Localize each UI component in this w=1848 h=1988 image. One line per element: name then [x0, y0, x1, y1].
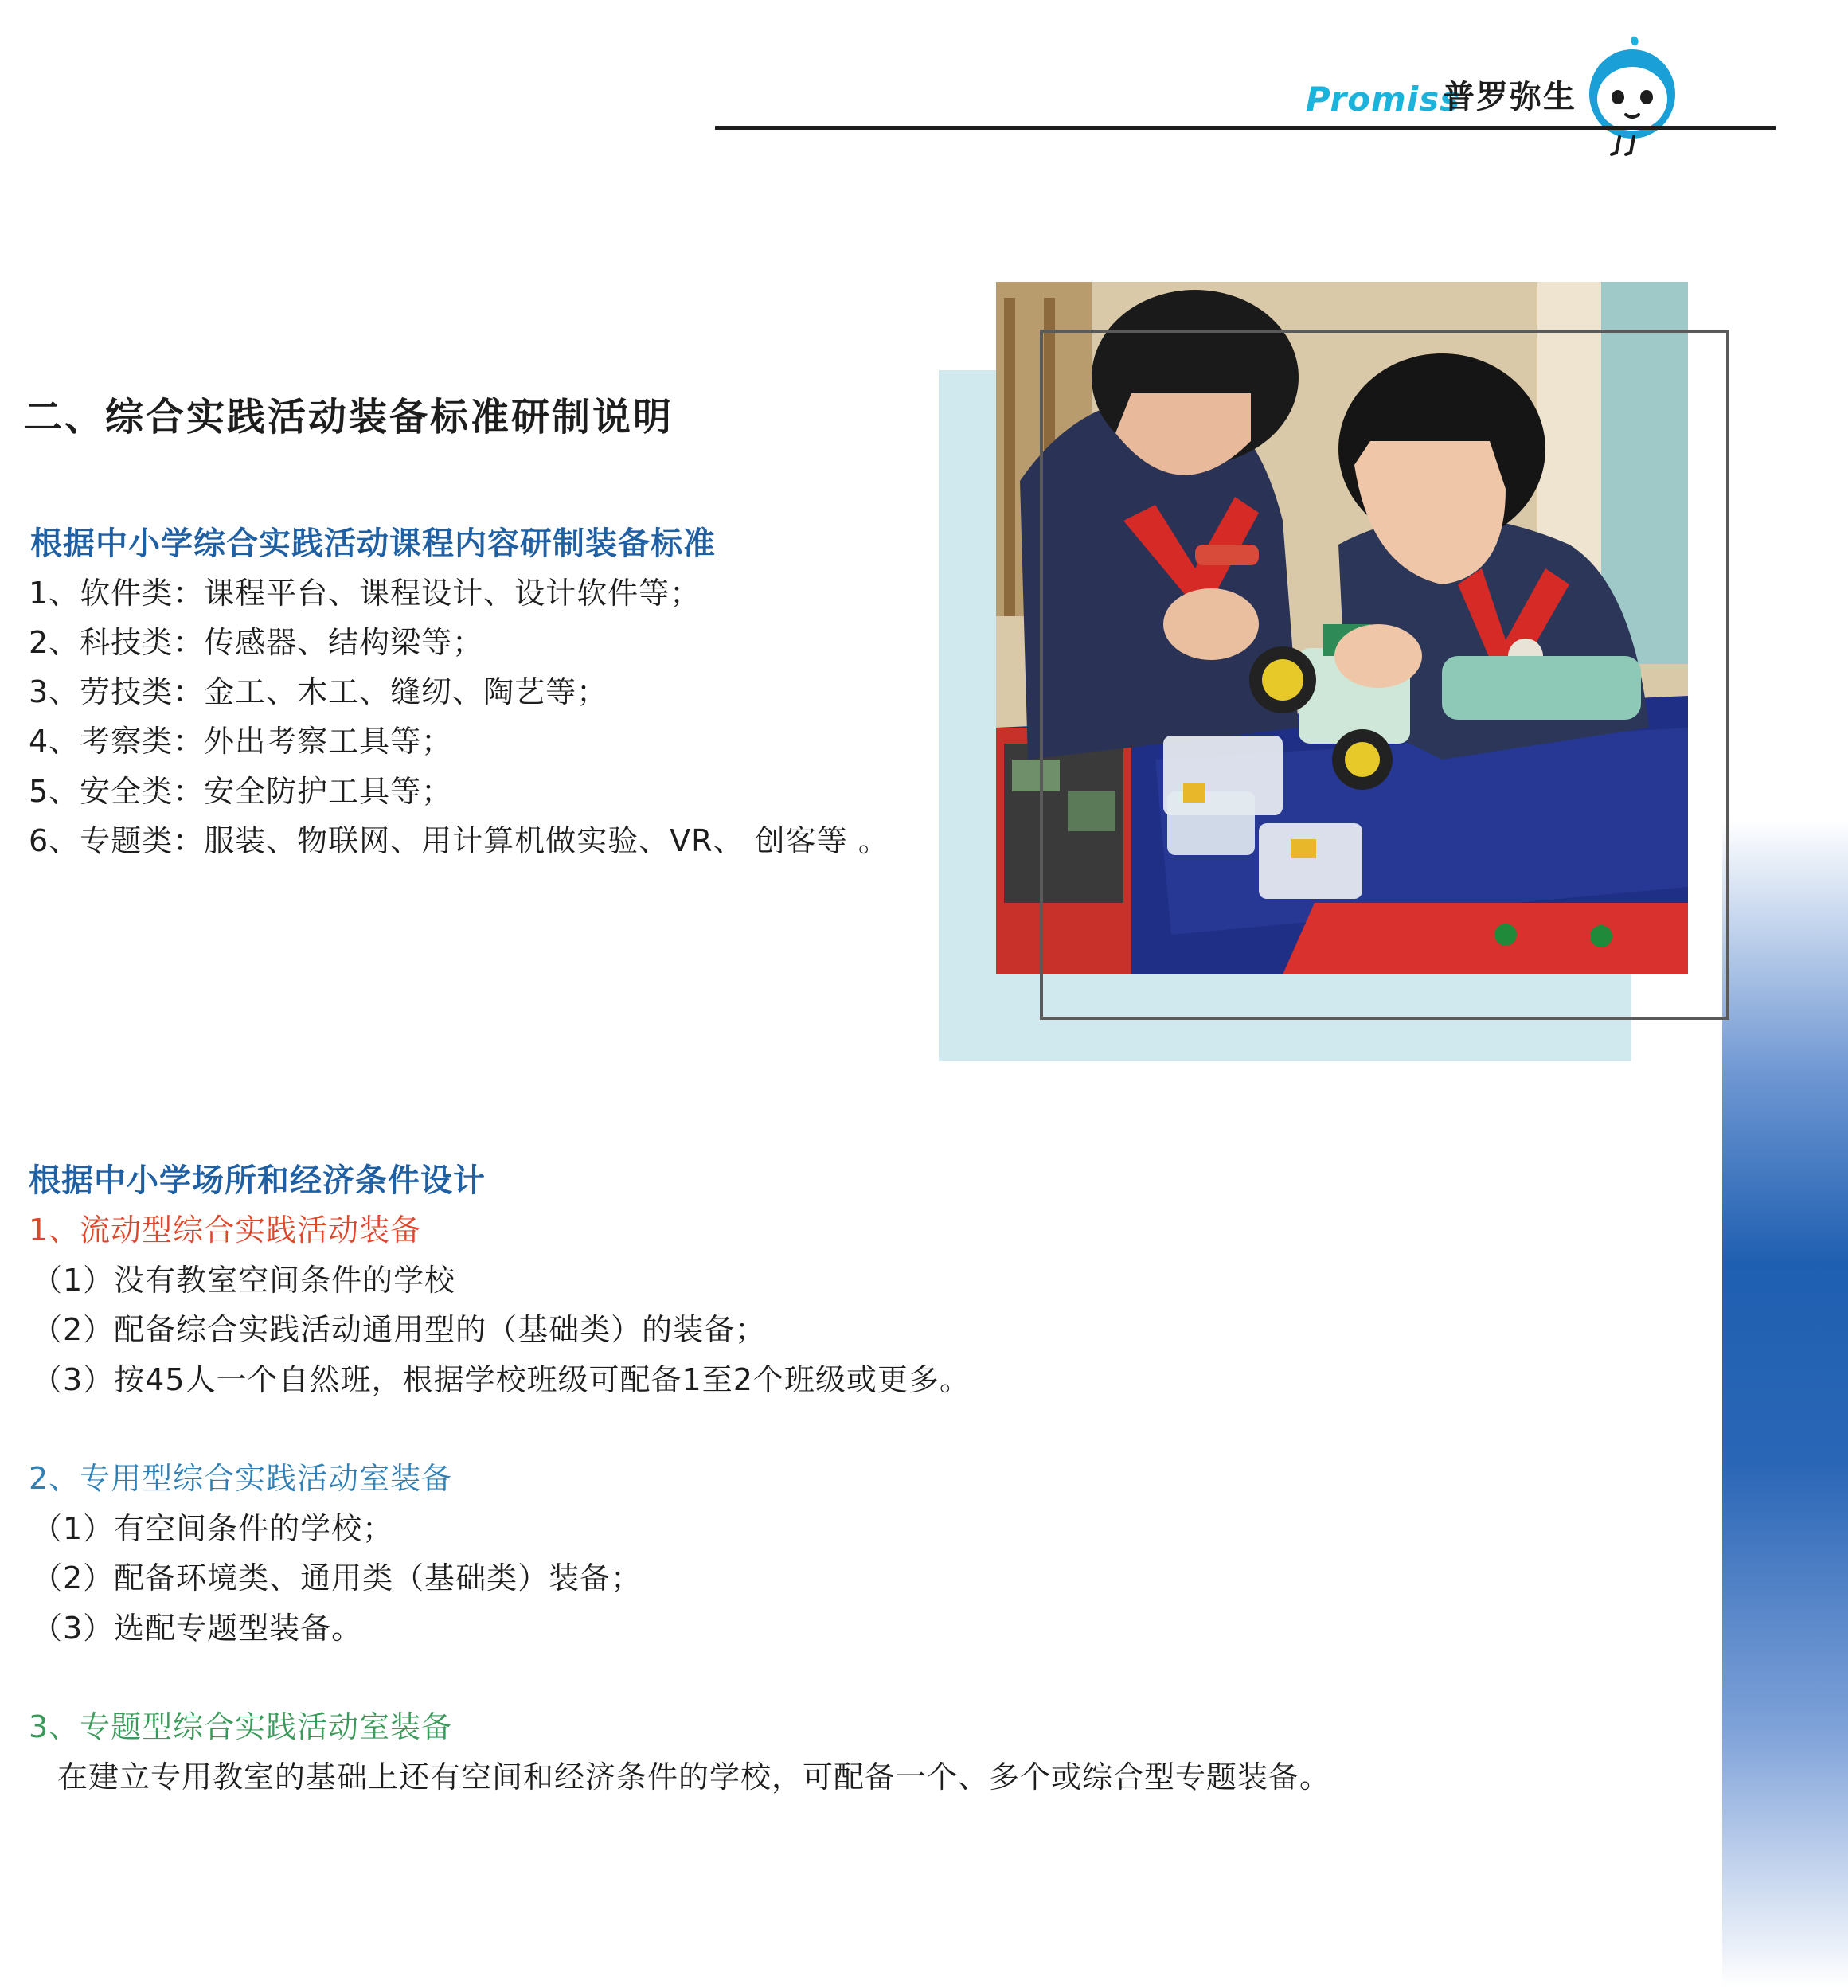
curriculum-item: 3、劳技类：金工、木工、缝纫、陶艺等；	[29, 674, 608, 709]
curriculum-item: 1、软件类：课程平台、课程设计、设计软件等；	[29, 576, 701, 611]
curriculum-item: 6、专题类：服装、物联网、用计算机做实验、VR、 创客等 。	[29, 823, 889, 858]
mobile-item: （3）按45人一个自然班，根据学校班级可配备1至2个班级或更多。	[32, 1362, 971, 1397]
thematic-room-title: 3、专题型综合实践活动室装备	[29, 1709, 453, 1744]
mascot-logo-icon	[1584, 32, 1680, 159]
dedicated-item: （2）配备环境类、通用类（基础类）装备；	[32, 1560, 643, 1595]
conditions-heading: 根据中小学场所和经济条件设计	[29, 1162, 486, 1199]
brand-name: 普罗弥生	[1443, 79, 1576, 115]
curriculum-heading: 根据中小学综合实践活动课程内容研制装备标准	[30, 525, 716, 562]
header-divider	[715, 126, 1776, 130]
curriculum-item: 5、安全类：安全防护工具等；	[29, 774, 453, 809]
dedicated-item: （1）有空间条件的学校；	[32, 1511, 394, 1546]
photo-frame-outline	[1040, 330, 1729, 1020]
curriculum-item: 2、科技类：传感器、结构梁等；	[29, 625, 484, 660]
mobile-equipment-title: 1、流动型综合实践活动装备	[29, 1213, 422, 1248]
curriculum-item: 4、考察类：外出考察工具等；	[29, 724, 453, 759]
dedicated-room-title: 2、专用型综合实践活动室装备	[29, 1461, 453, 1496]
mobile-item: （2）配备综合实践活动通用型的（基础类）的装备；	[32, 1312, 767, 1347]
thematic-description: 在建立专用教室的基础上还有空间和经济条件的学校，可配备一个、多个或综合型专题装备。	[57, 1760, 1331, 1795]
dedicated-item: （3）选配专题型装备。	[32, 1611, 363, 1646]
section-title: 二、综合实践活动装备标准研制说明	[24, 395, 674, 439]
mobile-item: （1）没有教室空间条件的学校	[32, 1263, 456, 1298]
brand-logo-wordmark: Promiss	[1306, 80, 1461, 119]
decorative-gradient-strip	[1722, 820, 1848, 1988]
